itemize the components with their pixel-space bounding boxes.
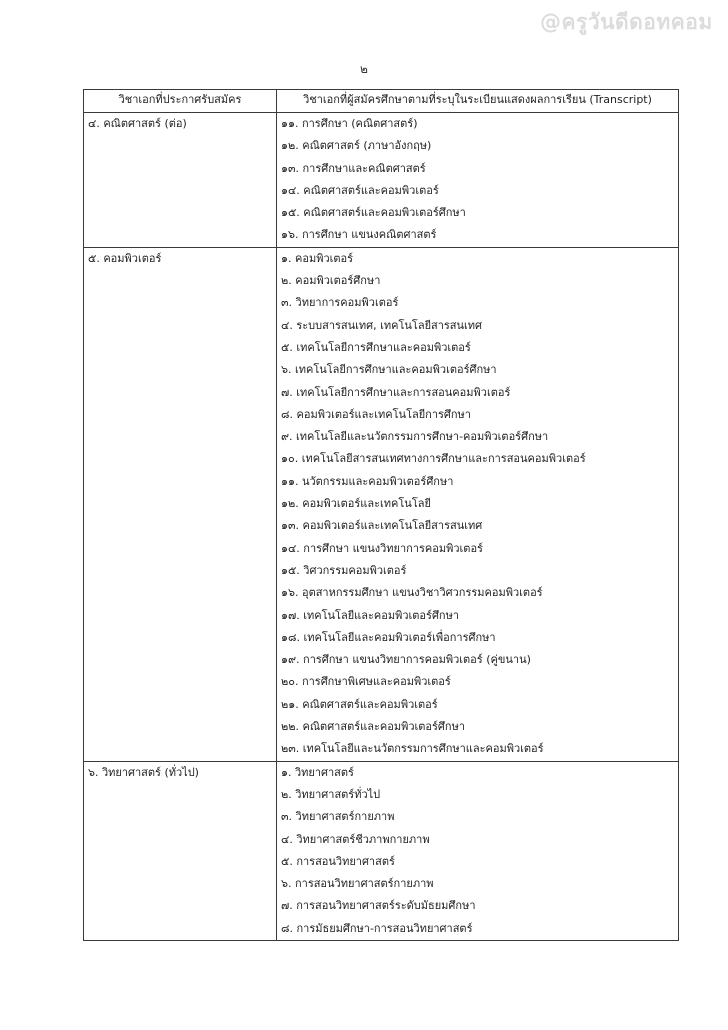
subject-item: ๕. การสอนวิทยาศาสตร์	[281, 854, 395, 868]
subject-item: ๑๓. คอมพิวเตอร์และเทคโนโลยีสารสนเทศ	[281, 519, 483, 533]
major-cell: ๔. คณิตศาสตร์ (ต่อ)	[84, 113, 277, 248]
subject-item: ๑๘. เทคโนโลยีและคอมพิวเตอร์เพื่อการศึกษา	[281, 630, 496, 644]
subject-item: ๗. เทคโนโลยีการศึกษาและการสอนคอมพิวเตอร์	[281, 385, 511, 399]
subject-item: ๑๖. การศึกษา แขนงคณิตศาสตร์	[281, 228, 437, 242]
table-row	[84, 247, 679, 761]
subject-item: ๖. การสอนวิทยาศาสตร์กายภาพ	[281, 877, 434, 891]
subjects-cell	[277, 761, 679, 940]
subjects-cell	[277, 113, 679, 248]
majors-table	[83, 89, 679, 941]
subject-item: ๒๓. เทคโนโลยีและนวัตกรรมการศึกษาและคอมพิวเตอร์	[281, 742, 544, 756]
subjects-cell	[277, 247, 679, 761]
subject-item: ๒. วิทยาศาสตร์ทั่วไป	[281, 787, 381, 801]
subject-item: ๑๕. วิศวกรรมคอมพิวเตอร์	[281, 563, 407, 577]
subject-item: ๔. วิทยาศาสตร์ชีวภาพกายภาพ	[281, 832, 430, 846]
subject-item: ๙. เทคโนโลยีและนวัตกรรมการศึกษา-คอมพิวเตอร์ศึกษา	[281, 430, 549, 444]
subject-item: ๑๑. นวัตกรรมและคอมพิวเตอร์ศึกษา	[281, 474, 454, 488]
subject-item: ๘. การมัธยมศึกษา-การสอนวิทยาศาสตร์	[281, 921, 473, 935]
subject-item: ๑๒. คณิตศาสตร์ (ภาษาอังกฤษ)	[281, 139, 432, 153]
subject-item: ๑๙. การศึกษา แขนงวิทยาการคอมพิวเตอร์ (คู่ขนาน)	[281, 653, 531, 667]
subject-item: ๒๒. คณิตศาสตร์และคอมพิวเตอร์ศึกษา	[281, 720, 465, 734]
subject-item: ๑๔. คณิตศาสตร์และคอมพิวเตอร์	[281, 183, 439, 197]
subject-item: ๔. ระบบสารสนเทศ, เทคโนโลยีสารสนเทศ	[281, 318, 483, 332]
subject-item: ๒๐. การศึกษาพิเศษและคอมพิวเตอร์	[281, 675, 451, 689]
table-row	[84, 113, 679, 248]
page-number: ๒	[360, 62, 368, 76]
table-row	[84, 761, 679, 940]
subject-item: ๑๗. เทคโนโลยีและคอมพิวเตอร์ศึกษา	[281, 608, 460, 622]
header-subjects: วิชาเอกที่ผู้สมัครศึกษาตามที่ระบุในระเบียนแสดงผลการเรียน (Transcript)	[277, 90, 679, 113]
subject-item: ๒. คอมพิวเตอร์ศึกษา	[281, 274, 381, 288]
watermark-text: @ครูวันดีดอทคอม	[540, 10, 713, 34]
subject-item: ๑๕. คณิตศาสตร์และคอมพิวเตอร์ศึกษา	[281, 206, 466, 220]
major-cell: ๕. คอมพิวเตอร์	[84, 247, 277, 761]
subject-item: ๑๔. การศึกษา แขนงวิทยาการคอมพิวเตอร์	[281, 541, 483, 555]
subject-item: ๑๑. การศึกษา (คณิตศาสตร์)	[281, 117, 418, 130]
subject-item: ๑๐. เทคโนโลยีสารสนเทศทางการศึกษาและการสอนคอมพิวเตอร์	[281, 452, 586, 466]
subject-item: ๗. การสอนวิทยาศาสตร์ระดับมัธยมศึกษา	[281, 899, 476, 913]
major-cell: ๖. วิทยาศาสตร์ (ทั่วไป)	[84, 761, 277, 940]
subject-item: ๖. เทคโนโลยีการศึกษาและคอมพิวเตอร์ศึกษา	[281, 363, 497, 377]
subject-item: ๓. วิทยาการคอมพิวเตอร์	[281, 296, 399, 310]
subject-item: ๓. วิทยาศาสตร์กายภาพ	[281, 810, 395, 824]
subject-item: ๑๖. อุตสาหกรรมศึกษา แขนงวิชาวิศวกรรมคอมพิวเตอร์	[281, 586, 543, 600]
header-major: วิชาเอกที่ประกาศรับสมัคร	[84, 90, 277, 113]
subject-item: ๘. คอมพิวเตอร์และเทคโนโลยีการศึกษา	[281, 407, 471, 421]
subject-item: ๑. คอมพิวเตอร์	[281, 251, 354, 265]
subject-item: ๑. วิทยาศาสตร์	[281, 765, 354, 779]
subject-item: ๑๓. การศึกษาและคณิตศาสตร์	[281, 161, 426, 175]
subject-item: ๕. เทคโนโลยีการศึกษาและคอมพิวเตอร์	[281, 340, 471, 354]
subject-item: ๑๒. คอมพิวเตอร์และเทคโนโลยี	[281, 497, 431, 511]
subject-item: ๒๑. คณิตศาสตร์และคอมพิวเตอร์	[281, 697, 438, 711]
table-header-row	[84, 90, 679, 113]
table-body	[84, 113, 679, 941]
